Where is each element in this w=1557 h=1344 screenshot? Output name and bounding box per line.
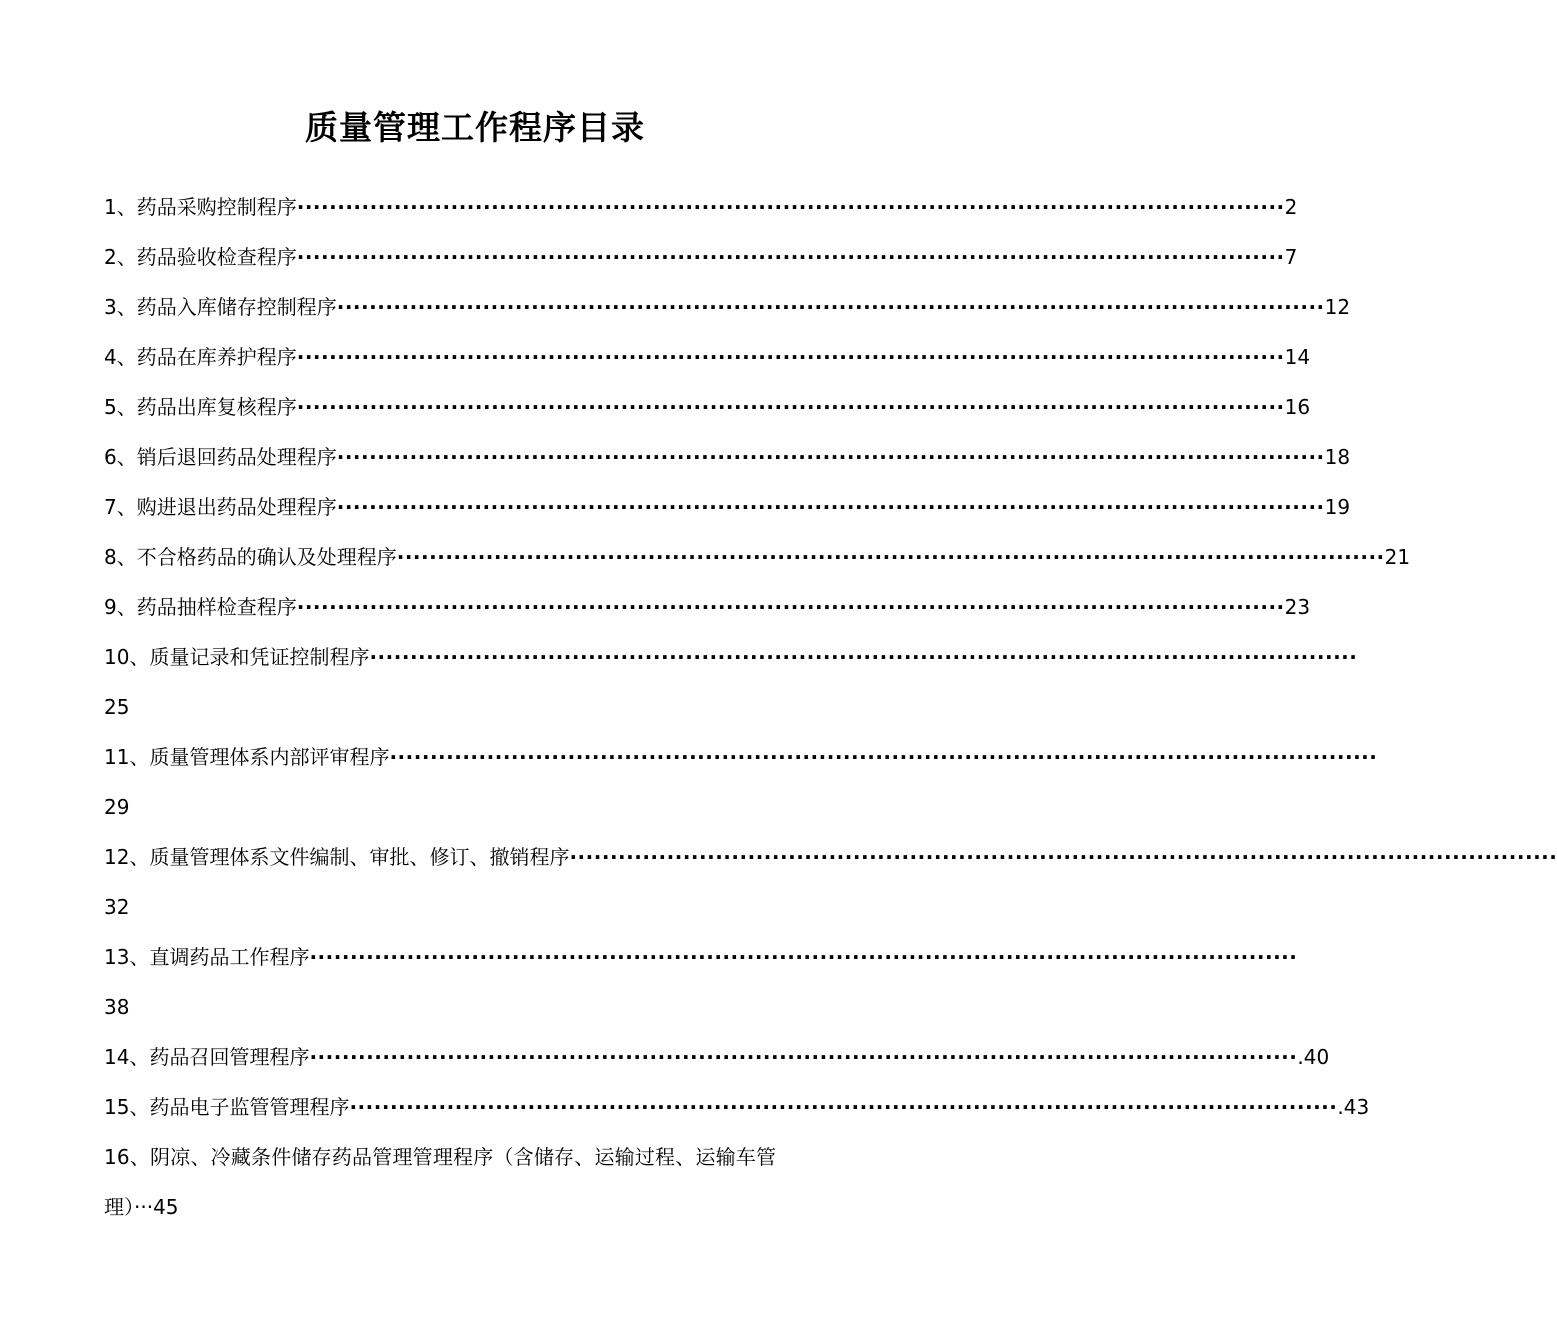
- toc-page-number: 23: [1284, 595, 1311, 619]
- toc-entry-label: 9、药品抽样检查程序: [104, 595, 297, 619]
- toc-entry[interactable]: [104, 832, 1557, 932]
- toc-entry[interactable]: [104, 1082, 1370, 1132]
- toc-page-number: 16: [1284, 395, 1311, 419]
- toc-page-number: 25: [104, 695, 130, 719]
- toc-entry[interactable]: [104, 482, 1351, 532]
- toc-entry-label: 14、药品召回管理程序: [104, 1045, 310, 1069]
- toc-entry-label: 6、销后退回药品处理程序: [104, 445, 337, 469]
- toc-entry[interactable]: [104, 282, 1351, 332]
- toc-entry-label: 4、药品在库养护程序: [104, 345, 297, 369]
- toc-dot-leader: ··························································································································: [369, 645, 1358, 669]
- toc-dot-leader: ··························································································································: [296, 195, 1285, 219]
- toc-entry[interactable]: [104, 582, 1311, 632]
- toc-page-number: 14: [1284, 345, 1311, 369]
- toc-entry-label: 5、药品出库复核程序: [104, 395, 297, 419]
- toc-entry-label: 1、药品采购控制程序: [104, 195, 297, 219]
- toc-entry-label: 7、购进退出药品处理程序: [104, 495, 337, 519]
- toc-dot-leader: ··························································································································: [569, 845, 1557, 869]
- toc-entry[interactable]: [104, 382, 1311, 432]
- toc-page-number: 7: [1284, 245, 1298, 269]
- toc-dot-leader: ··························································································································: [336, 295, 1325, 319]
- toc-entry[interactable]: [104, 732, 1378, 832]
- toc-page-number: 18: [1324, 445, 1351, 469]
- toc-page-number: 32: [104, 895, 130, 919]
- toc-dot-leader: ··························································································································: [296, 245, 1285, 269]
- toc-page-number: 29: [104, 795, 130, 819]
- toc-page-number: 38: [104, 995, 130, 1019]
- toc-page-number: .40: [1297, 1045, 1330, 1069]
- toc-entry[interactable]: [104, 332, 1311, 382]
- toc-dot-leader: ··························································································································: [389, 745, 1378, 769]
- toc-entry[interactable]: [104, 1032, 1330, 1082]
- toc-entry[interactable]: [104, 232, 1298, 282]
- table-of-contents: [104, 182, 1557, 1232]
- toc-page-number: 12: [1324, 295, 1351, 319]
- toc-page-number: 19: [1324, 495, 1351, 519]
- toc-dot-leader: ··························································································································: [296, 345, 1285, 369]
- toc-page-number: .43: [1337, 1095, 1370, 1119]
- toc-entry[interactable]: [104, 182, 1298, 232]
- toc-entry-label: 10、质量记录和凭证控制程序: [104, 645, 370, 669]
- toc-entry-label: 12、质量管理体系文件编制、审批、修订、撤销程序: [104, 845, 570, 869]
- toc-entry-label: 13、直调药品工作程序: [104, 945, 310, 969]
- toc-dot-leader: ··························································································································: [336, 445, 1325, 469]
- toc-entry-label: 16、阴凉、冷藏条件储存药品管理管理程序（含储存、运输过程、运输车管: [104, 1145, 777, 1169]
- toc-page-number: 21: [1384, 545, 1411, 569]
- toc-entry-label: 8、不合格药品的确认及处理程序: [104, 545, 397, 569]
- toc-entry-label: 11、质量管理体系内部评审程序: [104, 745, 390, 769]
- toc-entry[interactable]: [104, 932, 1298, 1032]
- toc-entry[interactable]: [104, 1132, 854, 1232]
- toc-entry-label: 2、药品验收检查程序: [104, 245, 297, 269]
- page-title: 质量管理工作程序目录: [305, 108, 645, 147]
- toc-entry[interactable]: [104, 532, 1411, 582]
- toc-dot-leader: ··························································································································: [309, 1045, 1298, 1069]
- toc-page-number: 2: [1284, 195, 1298, 219]
- toc-dot-leader: ··························································································································: [296, 395, 1285, 419]
- toc-dot-leader: ··························································································································: [396, 545, 1385, 569]
- toc-dot-leader: ··························································································································: [336, 495, 1325, 519]
- toc-entry-label: 3、药品入库储存控制程序: [104, 295, 337, 319]
- toc-entry[interactable]: [104, 432, 1351, 482]
- toc-dot-leader: ··························································································································: [309, 945, 1298, 969]
- toc-dot-leader: ··························································································································: [296, 595, 1285, 619]
- toc-entry-label-continued: 理）···45: [104, 1195, 179, 1219]
- toc-entry[interactable]: [104, 632, 1358, 732]
- toc-entry-label: 15、药品电子监管管理程序: [104, 1095, 350, 1119]
- toc-dot-leader: ··························································································································: [349, 1095, 1338, 1119]
